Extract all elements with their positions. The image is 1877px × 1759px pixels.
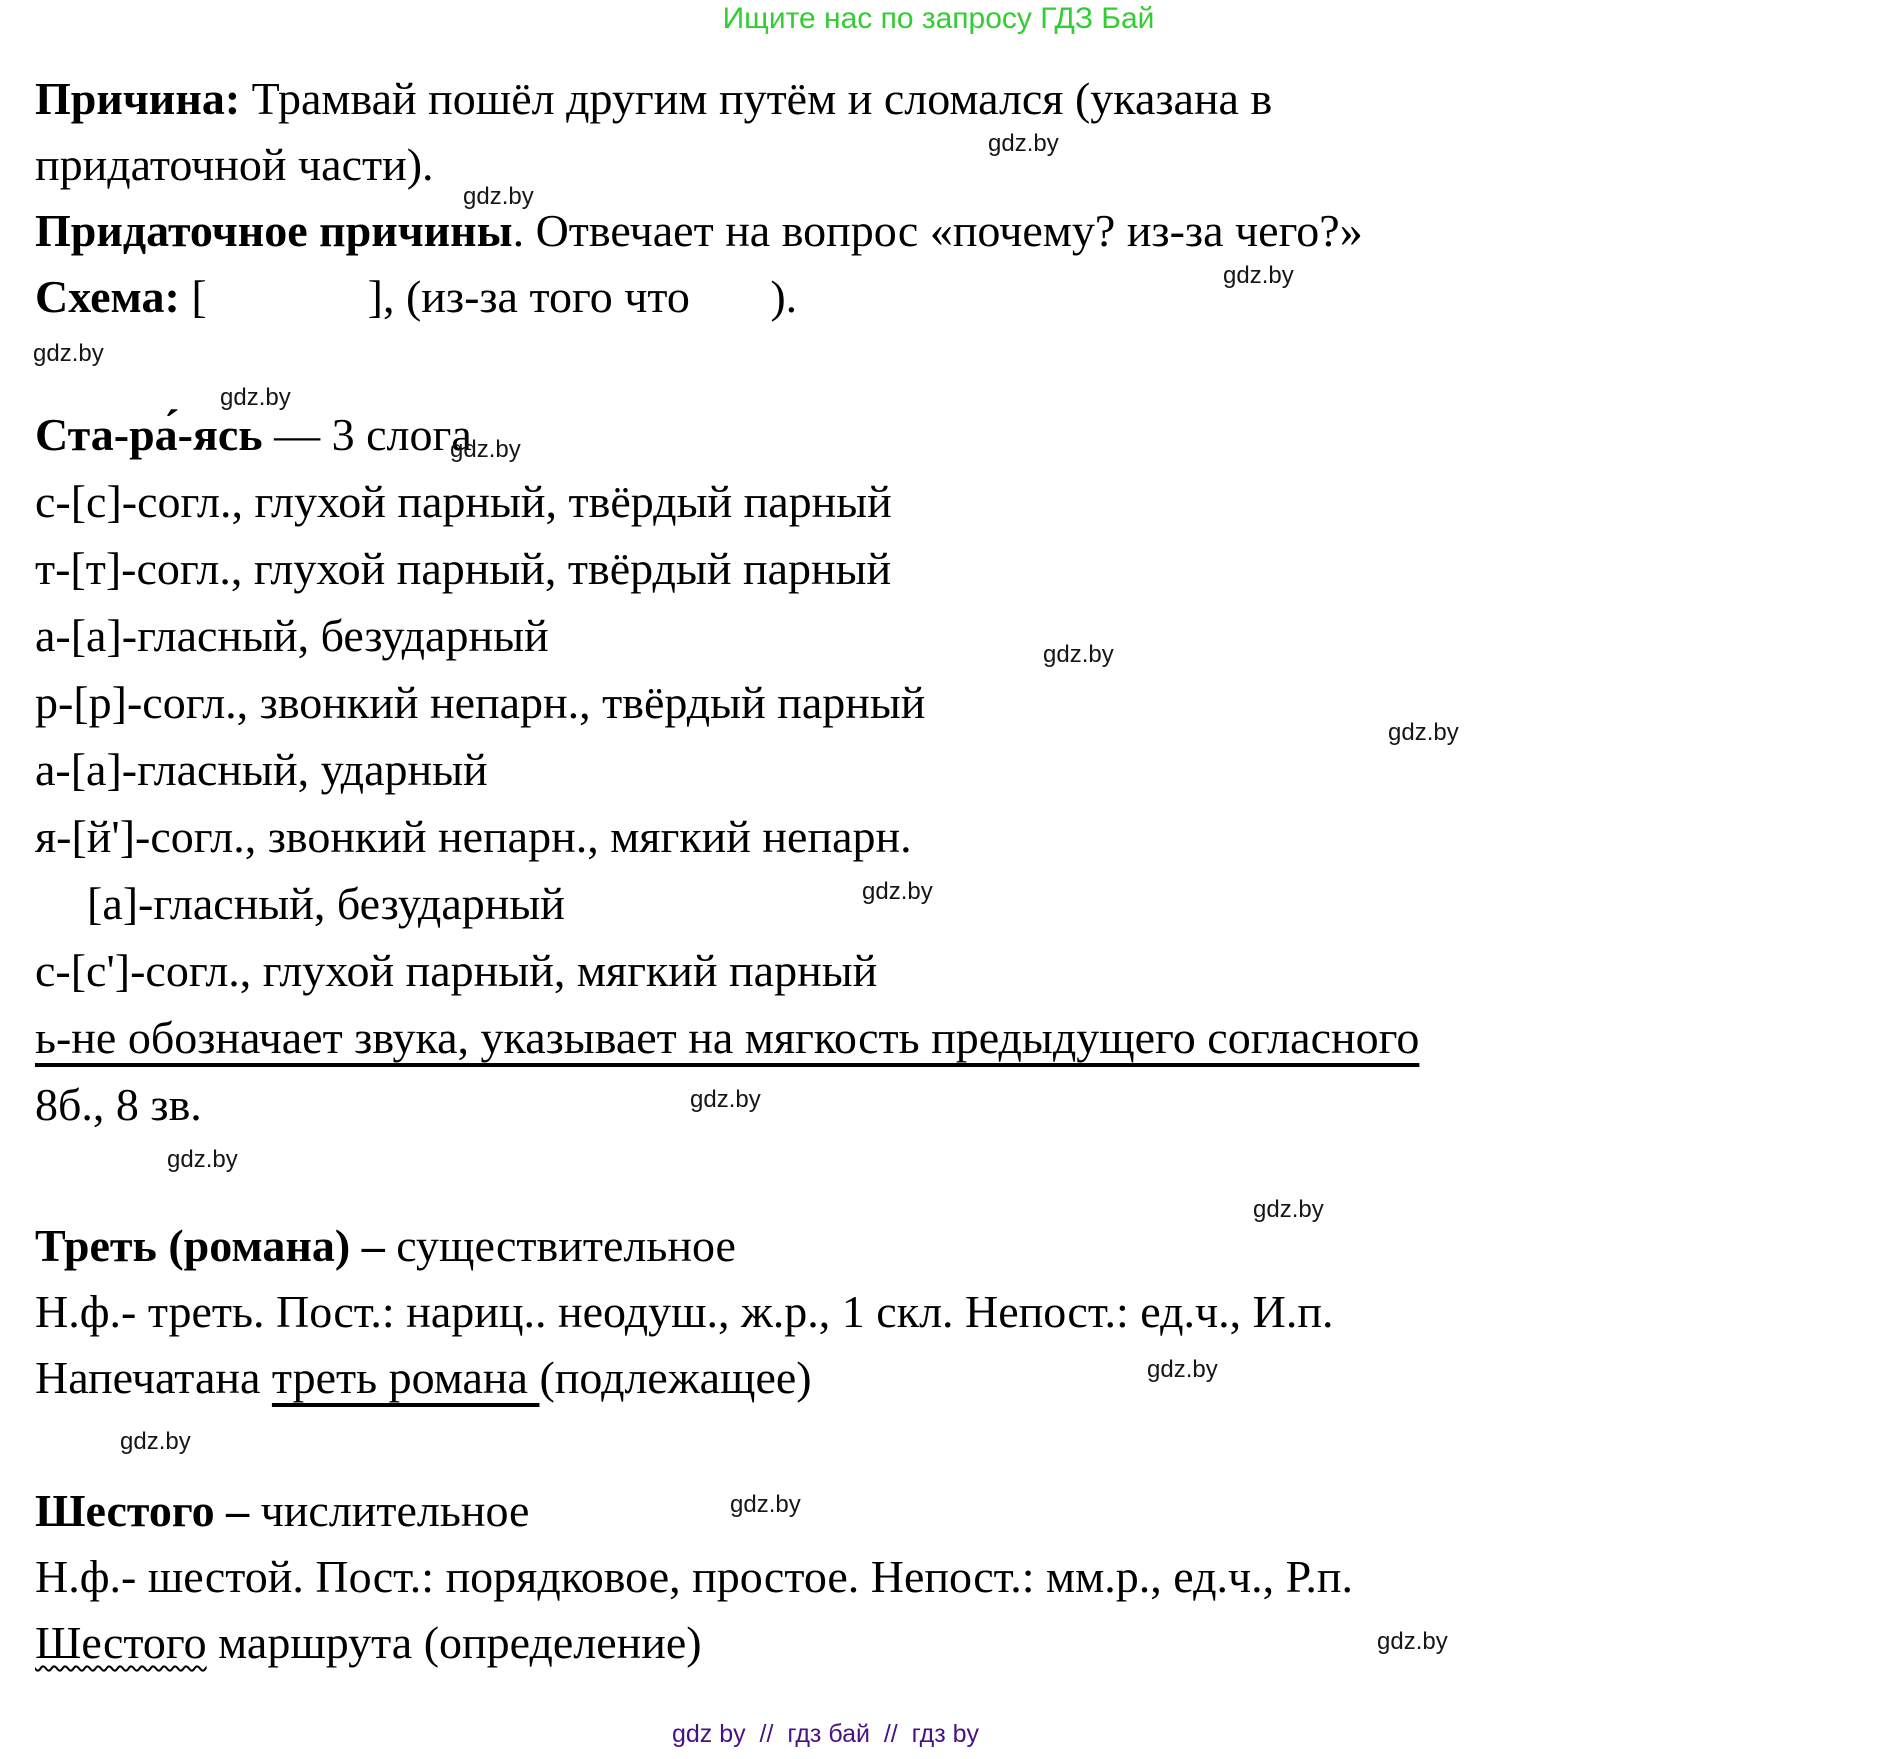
noun-example-line [35, 1345, 1333, 1411]
gdz-watermark: gdz.by [220, 384, 291, 411]
noun-example-start: Напечатана [35, 1352, 272, 1403]
phonetic-line: с-[с]-согл., глухой парный, твёрдый парный [35, 476, 892, 527]
cause-line-2: придаточной части). [35, 139, 434, 190]
promo-banner: Ищите нас по запросу ГДЗ Бай [722, 2, 1155, 35]
gdz-watermark: gdz.by [450, 436, 521, 463]
gdz-watermark: gdz.by [1253, 1196, 1324, 1223]
gdz-watermark: gdz.by [463, 183, 534, 210]
schema-term: Схема: [35, 271, 180, 322]
phonetic-line: а-[а]-гласный, безударный [35, 610, 549, 661]
numeral-part-of-speech: числительное [249, 1485, 530, 1536]
cause-text: Трамвай пошёл другим путём и сломался (указана в [240, 73, 1273, 124]
footer-watermark: gdz by // гдз бай // гдз by [672, 1720, 980, 1748]
noun-example-subject: треть романа [271, 1352, 540, 1403]
noun-part-of-speech: существительное [384, 1220, 736, 1271]
schema-line [35, 264, 1363, 330]
numeral-example-rest: маршрута (определение) [206, 1617, 702, 1668]
soft-sign-note-line [35, 1004, 1419, 1071]
numeral-section [35, 1478, 1353, 1676]
phonetic-line: с-[с']-согл., глухой парный, мягкий парный [35, 945, 878, 996]
noun-title [35, 1213, 1333, 1279]
gdz-watermark: gdz.by [730, 1491, 801, 1518]
gdz-watermark: gdz.by [167, 1146, 238, 1173]
cause-line-1 [35, 66, 1363, 132]
soft-sign-note: ь-не обозначает звука, указывает на мягкость предыдущего согласного [35, 1012, 1420, 1063]
phonetic-line: р-[р]-согл., звонкий непарн., твёрдый парный [35, 677, 926, 728]
gdz-watermark: gdz.by [1223, 262, 1294, 289]
gdz-watermark: gdz.by [33, 340, 104, 367]
gdz-watermark: gdz.by [988, 130, 1059, 157]
clause-type-line [35, 198, 1363, 264]
clause-type-term: Придаточное причины [35, 205, 513, 256]
gdz-watermark: gdz.by [690, 1086, 761, 1113]
phonetic-line: [а]-гласный, безударный [87, 878, 565, 929]
noun-word: Треть (романа) – [35, 1220, 385, 1271]
numeral-features-line: Н.ф.- шестой. Пост.: порядковое, простое. Непост.: мм.р., ед.ч., Р.п. [35, 1551, 1354, 1602]
gdz-watermark: gdz.by [862, 878, 933, 905]
numeral-example-attribute: Шестого [35, 1617, 207, 1668]
gdz-watermark: gdz.by [1388, 719, 1459, 746]
phonetic-line: я-[й']-согл., звонкий непарн., мягкий непарн. [35, 811, 912, 862]
schema-text: [ ], (из-за того что ). [179, 271, 798, 322]
noun-features-line: Н.ф.- треть. Пост.: нариц.. неодуш., ж.р., 1 скл. Непост.: ед.ч., И.п. [35, 1286, 1334, 1337]
cause-section [35, 66, 1363, 330]
numeral-example-line [35, 1610, 1353, 1676]
numeral-title [35, 1478, 1353, 1544]
letters-sounds-count: 8б., 8 зв. [35, 1079, 202, 1130]
gdz-watermark: gdz.by [1377, 1628, 1448, 1655]
phonetic-section [35, 401, 1419, 1138]
phonetic-syllables: — 3 слога [262, 409, 472, 460]
phonetic-word: Ста-ра́-ясь [35, 409, 263, 460]
clause-type-text: . Отвечает на вопрос «почему? из-за чего?» [512, 205, 1363, 256]
phonetic-line: а-[а]-гласный, ударный [35, 744, 488, 795]
noun-example-role: (подлежащее) [539, 1352, 812, 1403]
phonetic-line: т-[т]-согл., глухой парный, твёрдый парный [35, 543, 892, 594]
cause-term: Причина: [35, 73, 241, 124]
gdz-watermark: gdz.by [1147, 1356, 1218, 1383]
numeral-word: Шестого – [35, 1485, 250, 1536]
noun-section [35, 1213, 1333, 1411]
gdz-watermark: gdz.by [1043, 641, 1114, 668]
gdz-watermark: gdz.by [120, 1428, 191, 1455]
